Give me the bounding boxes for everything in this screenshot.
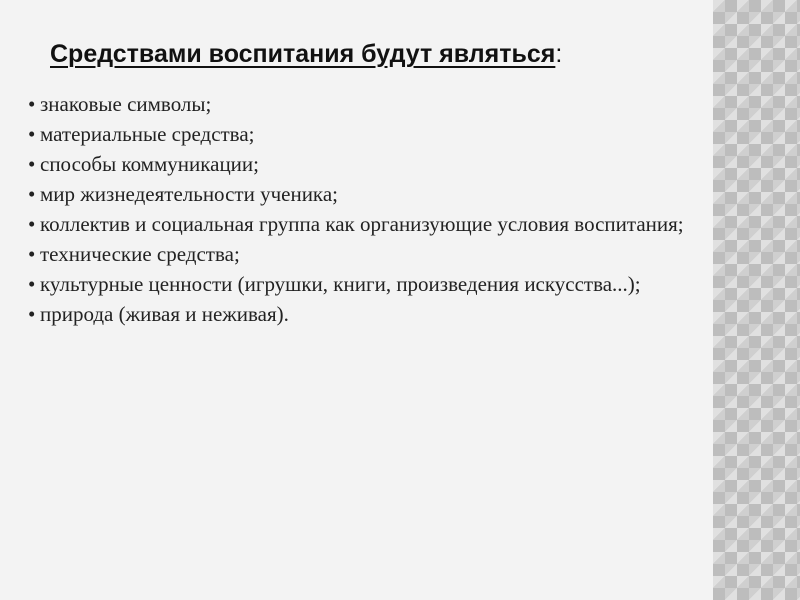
slide-title [50,40,562,69]
bullet-icon: • [28,302,36,326]
list-item [28,120,718,148]
bullet-icon: • [28,182,36,206]
list-item-text: знаковые символы; [40,92,212,116]
decorative-side-pattern [713,0,800,600]
bullet-list [28,90,718,330]
bullet-icon: • [28,92,36,116]
list-item-text: способы коммуникации; [40,152,259,176]
slide-title-colon: : [555,40,563,68]
bullet-icon: • [28,272,36,296]
bullet-icon: • [28,122,36,146]
list-item [28,150,718,178]
list-item-text: технические средства; [40,242,240,266]
list-item-text: коллектив и социальная группа как организующие условия воспитания; [40,212,684,236]
list-item-text: мир жизнедеятельности ученика; [40,182,338,206]
list-item-text: материальные средства; [40,122,255,146]
bullet-icon: • [28,152,36,176]
list-item-text: культурные ценности (игрушки, книги, произведения искусства...); [40,272,641,296]
list-item-text: природа (живая и неживая). [40,302,289,326]
list-item [28,180,718,208]
slide-title-text: Средствами воспитания будут являться [50,40,556,68]
bullet-icon: • [28,212,36,236]
list-item [28,300,718,328]
list-item [28,210,718,238]
bullet-icon: • [28,242,36,266]
list-item [28,270,718,298]
list-item [28,240,718,268]
list-item [28,90,718,118]
